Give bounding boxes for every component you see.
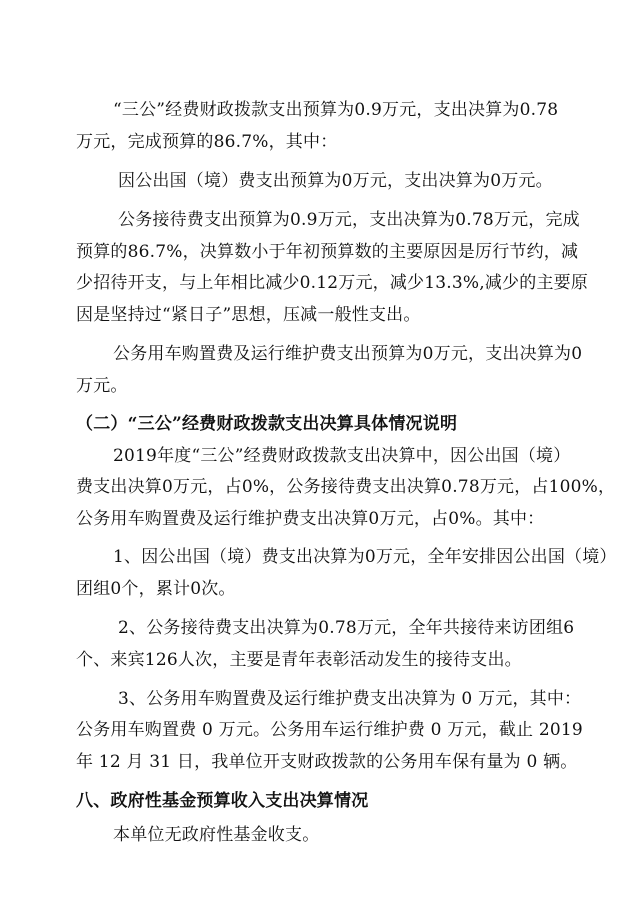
paragraph-line: 2019年度“三公”经费财政拨款支出决算中，因公出国（境） (113, 446, 571, 466)
paragraph-line: 费支出决算0万元，占0%，公务接待费支出决算0.78万元，占100%， (76, 477, 616, 497)
section-subheading: （二）“三公”经费财政拨款支出决算具体情况说明 (76, 414, 458, 434)
paragraph-line: 因是坚持过“紧日子”思想，压减一般性支出。 (76, 305, 421, 325)
paragraph-line: 预算的86.7%，决算数小于年初预算数的主要原因是厉行节约，减 (76, 242, 579, 262)
paragraph-line: 个、来宾126人次，主要是青年表彰活动发生的接待支出。 (76, 650, 522, 670)
section-heading: 八、政府性基金预算收入支出决算情况 (76, 791, 369, 811)
paragraph-line: 公务接待费支出预算为0.9万元，支出决算为0.78万元，完成 (118, 210, 580, 230)
paragraph-line: 公务用车购置费及运行维护费支出预算为0万元，支出决算为0 (113, 344, 583, 364)
paragraph-line: 少招待开支，与上年相比减少0.12万元，减少13.3%,减少的主要原 (76, 273, 589, 293)
paragraph-line: 本单位无政府性基金收支。 (113, 825, 320, 845)
paragraph-line: 团组0个，累计0次。 (76, 579, 236, 599)
paragraph-line: 年 12 月 31 日，我单位开支财政拨款的公务用车保有量为 0 辆。 (76, 752, 578, 772)
paragraph-line: 万元。 (76, 376, 128, 396)
paragraph-line: 公务用车购置费 0 万元。公务用车运行维护费 0 万元，截止 2019 (76, 720, 583, 740)
paragraph-line: “三公”经费财政拨款支出预算为0.9万元，支出决算为0.78 (113, 100, 559, 120)
paragraph-line: 1、因公出国（境）费支出决算为0万元，全年安排因公出国（境） (113, 547, 617, 567)
paragraph-line: 因公出国（境）费支出预算为0万元，支出决算为0万元。 (118, 171, 553, 191)
paragraph-line: 公务用车购置费及运行维护费支出决算0万元，占0%。其中： (76, 509, 545, 529)
paragraph-line: 万元，完成预算的86.7%，其中： (76, 132, 338, 152)
paragraph-line: 3、公务用车购置费及运行维护费支出决算为 0 万元，其中： (118, 689, 582, 709)
paragraph-line: 2、公务接待费支出决算为0.78万元，全年共接待来访团组6 (118, 618, 575, 638)
